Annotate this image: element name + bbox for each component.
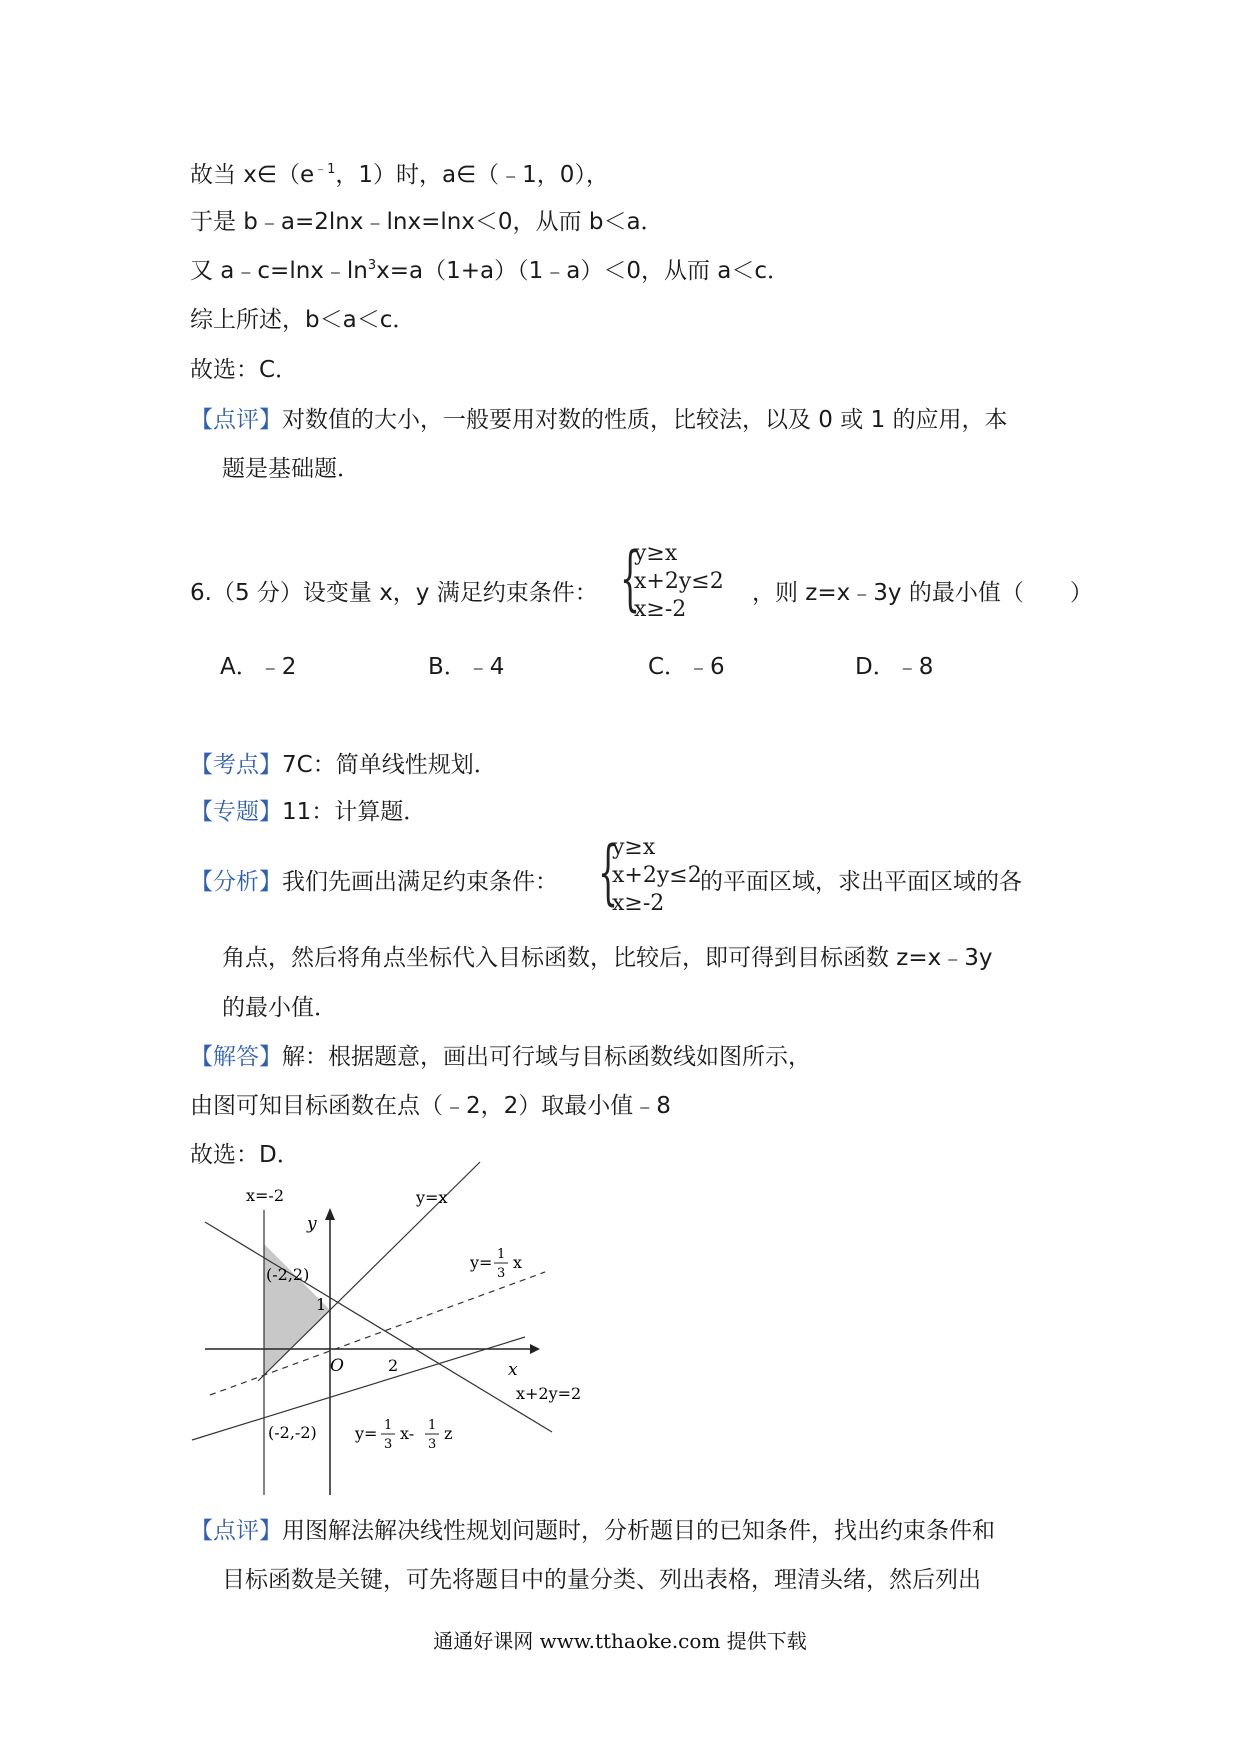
review-2-line-2: 目标函数是关键，可先将题目中的量分类、列出表格，理清头绪，然后列出 [222,1567,981,1593]
label-objective-frac2-den: 3 [428,1437,437,1452]
fenxi-line-1b: 的平面区域，求出平面区域的各 [700,869,1022,895]
jieda-line-1: 【解答】解：根据题意，画出可行域与目标函数线如图所示， [190,1044,811,1070]
text-line-5: 故选：C． [190,357,299,383]
zhuanti-tag: 【专题】 [190,799,282,825]
option-d: D．﹣8 [855,654,934,680]
label-x-plus-2y-eq-2: x+2y=2 [516,1384,582,1403]
option-a: A．﹣2 [220,654,297,680]
label-objective-x: x- [400,1424,415,1443]
label-x-axis: x [508,1360,518,1380]
option-b: B．﹣4 [428,654,505,680]
page-footer: 通通好课网 www.tthaoke.com 提供下载 [433,1629,807,1653]
label-objective-frac1-den: 3 [384,1437,393,1452]
constraint-2: x+2y≤2 [634,569,724,594]
text-line-3: 又 $a﹣c=\ln x﹣\ln^3x=a(1+a)(1﹣a)<0$，从而 a＜c． [190,258,791,284]
label-objective-frac2-num: 1 [428,1418,437,1433]
label-origin: O [330,1356,344,1376]
question-6-prefix: 6.（5 分）设变量 x，y 满足约束条件： [190,580,598,606]
label-tick-1: 1 [316,1295,327,1314]
label-y-eq-x: y=x [416,1188,448,1207]
label-objective-z: z [444,1424,453,1443]
label-third-frac-num: 1 [497,1247,506,1262]
constraint-3: x≥-2 [612,891,665,916]
label-third-frac-den: 3 [497,1266,506,1281]
constraint-3: x≥-2 [634,597,687,622]
line-y-eq-third-x [210,1272,545,1395]
label-third-line-y: y= [470,1253,493,1272]
label-tick-2: 2 [388,1356,399,1375]
jieda-line-3: 故选：D． [190,1142,300,1168]
constraint-2: x+2y≤2 [612,863,702,888]
label-point-neg2-neg2: (-2,-2) [268,1423,317,1442]
label-x-eq-neg2: x=-2 [246,1186,285,1205]
label-point-neg2-2: (-2,2) [266,1265,310,1284]
label-objective-frac1-num: 1 [384,1418,393,1433]
left-brace: { [598,831,619,913]
label-y-axis: y [307,1214,317,1234]
review-2-line-1: 【点评】用图解法解决线性规划问题时，分析题目的已知条件，找出约束条件和 [190,1518,995,1544]
constraint-1: y≥x [612,835,656,860]
jieda-tag: 【解答】 [190,1044,282,1070]
question-6-suffix: ，则 z=x﹣3y 的最小值（ ） [752,580,1093,606]
y-axis-arrow-icon [325,1208,335,1220]
option-c: C．﹣6 [648,654,725,680]
label-objective-y: y= [355,1424,378,1443]
text-line-4: 综上所述，b＜a＜c． [190,307,416,333]
x-axis-arrow-icon [530,1344,540,1354]
fenxi-line-2: 角点，然后将角点坐标代入目标函数，比较后，即可得到目标函数 z=x﹣3y [222,945,993,971]
text-line-2: 于是 b﹣a=2lnx﹣lnx=lnx＜0，从而 b＜a． [190,209,664,235]
fenxi-tag: 【分析】 [190,869,282,895]
review-1-line-1: 【点评】对数值的大小，一般要用对数的性质，比较法，以及 0 或 1 的应用，本 [190,407,1008,433]
review-2-tag: 【点评】 [190,1518,282,1544]
review-1-line-2: 题是基础题． [222,456,360,482]
fenxi-line-1a: 【分析】我们先画出满足约束条件： [190,869,558,895]
kaodian-line: 【考点】7C：简单线性规划． [190,752,497,778]
jieda-line-2: 由图可知目标函数在点（﹣2，2）取最小值﹣8 [190,1093,671,1119]
left-brace: { [620,537,641,619]
label-third-line-x: x [513,1253,523,1272]
kaodian-tag: 【考点】 [190,752,282,778]
review-tag: 【点评】 [190,407,282,433]
constraint-1: y≥x [634,541,678,566]
zhuanti-line: 【专题】11：计算题． [190,799,427,825]
text-line-1: 故当 $x\in(e^{﹣1}$，1）时，a∈（﹣1，0）， [190,162,609,188]
fenxi-line-3: 的最小值． [222,995,337,1021]
